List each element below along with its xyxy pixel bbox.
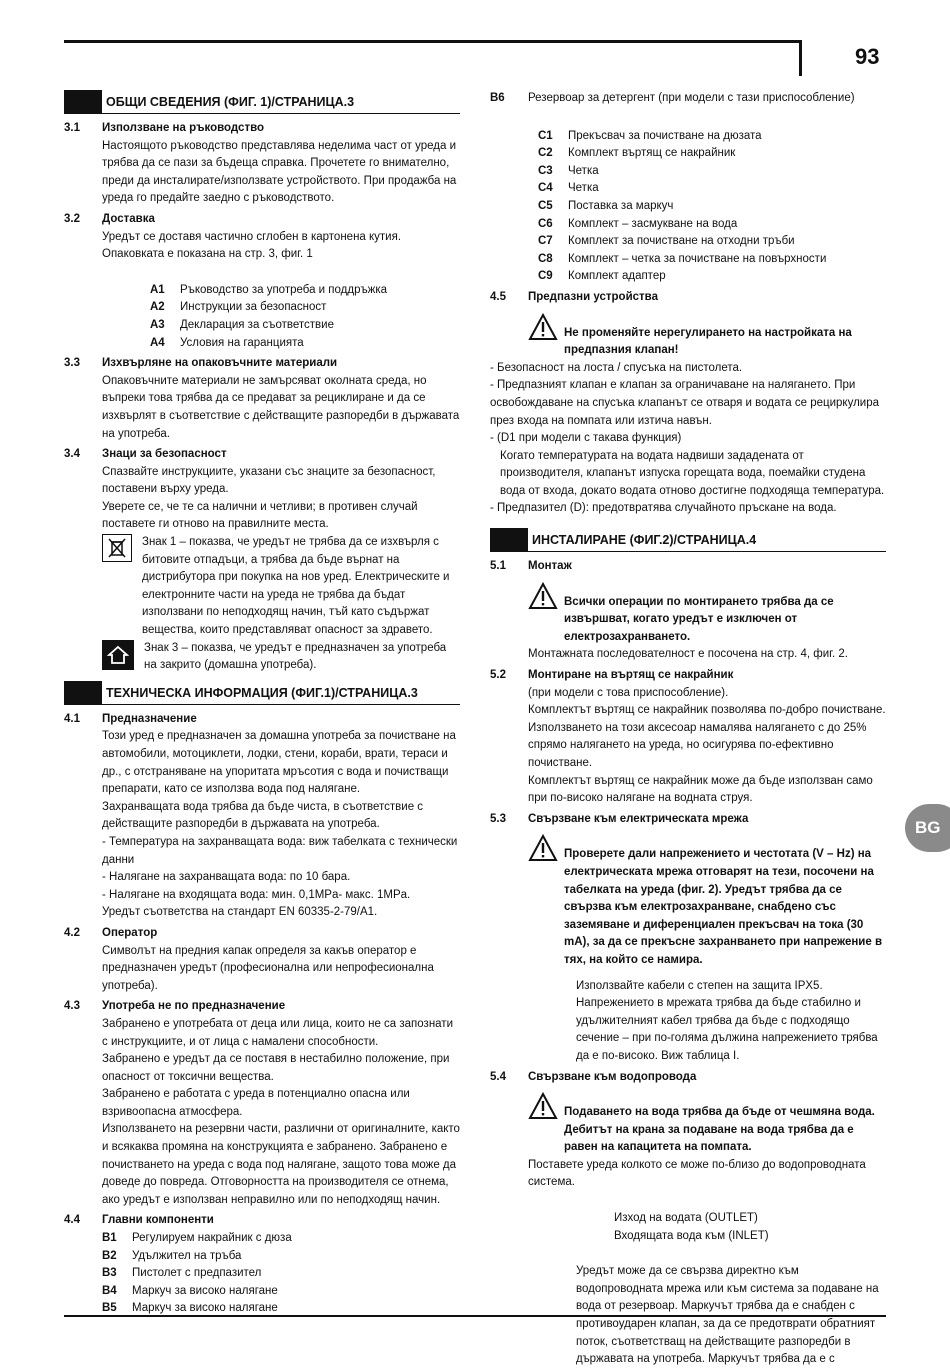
bullet-text: (D1 при модели с такава функция) [497, 432, 682, 445]
list-item: Регулируем накрайник с дюза [132, 1232, 292, 1245]
top-rule [64, 40, 802, 43]
list-item: Декларация за съответствие [180, 318, 334, 331]
section-title: Свързване към електрическата мрежа [528, 812, 749, 825]
heading-block [490, 528, 528, 552]
list-item: Четка [568, 182, 599, 195]
warning-text: Всички операции по монтирането трябва да се извършват, когато уредът е изключен от електрозахранването. [564, 595, 834, 643]
bullet-text: Предпазният клапан е клапан за ограничаване на налягането. При освобождаване на спусъка клапанът се отваря и водата се рециркулира през входа на помпата или изтича навън. [490, 379, 879, 427]
heading-text: ТЕХНИЧЕСКА ИНФОРМАЦИЯ (ФИГ.1)/СТРАНИЦА.3 [102, 681, 460, 705]
paragraph: Опаковъчните материали не замърсяват околната среда, но въпреки това трябва да се предават за рециклиране и да се изхвърлят в съответствие с действащите разпоредби в държавата на употреба. [102, 374, 460, 440]
section-title: Знаци за безопасност [102, 448, 227, 461]
section-title: Предназначение [102, 712, 197, 725]
paragraph: Знак 1 – показва, че уредът не трябва да се изхвърля с битовите отпадъци, а трябва да бъде върнат на дистрибутора при покупка на нов уред. Електрическите и електронните части на уреда не трябва да бъдат използвани по неподходящ начин, тъй като съдържат вещества, които представляват опасност за здравето. [142, 536, 450, 637]
section-3-3 [64, 355, 460, 443]
section-number: 5.1 [490, 560, 506, 573]
section-number: 3.2 [64, 212, 80, 225]
paragraph: Изход на водата (OUTLET) [614, 1212, 758, 1225]
list-code: C6 [538, 217, 553, 230]
paragraph: Монтажната последователност е посочена на стр. 4, фиг. 2. [528, 648, 848, 661]
warning-block [528, 313, 886, 360]
section-heading-technical [64, 681, 460, 705]
bullet-text: Налягане на входящата вода: мин. 0,1MPa- макс. 1MPa. [109, 888, 411, 901]
heading-text: ОБЩИ СВЕДЕНИЯ (ФИГ. 1)/СТРАНИЦА.3 [102, 90, 460, 114]
bullet-text: Температура на захранващата вода: виж табелката с технически данни [102, 835, 458, 866]
bullet-text: Безопасност на лоста / спусъка на пистолета. [497, 361, 743, 374]
warning-block [528, 834, 886, 969]
list-code: C2 [538, 147, 553, 160]
list-code: B2 [102, 1249, 117, 1262]
paragraph: Забранено е употребата от деца или лица, които не са запознати с инструкциите, и от лица с намалени способности. [102, 1017, 454, 1048]
list-code: C9 [538, 270, 553, 283]
section-5-4 [490, 1069, 886, 1369]
paragraph: Захранващата вода трябва да бъде чиста, в съответствие с действащите разпоредби в държавата на употреба. [102, 800, 424, 831]
paragraph: Опаковката е показана на стр. 3, фиг. 1 [102, 248, 313, 261]
section-number: 3.4 [64, 448, 80, 461]
supply-list [102, 282, 460, 352]
list-code: C4 [538, 182, 553, 195]
accessories-list [490, 128, 886, 286]
list-item: Инструкции за безопасност [180, 301, 327, 314]
paragraph: (при модели с това приспособление). [528, 686, 729, 699]
paragraph: Когато температурата на водата надвиши зададената от производителя, клапанът изпуска горещата вода, поемайки студена вода от входа, докато водата отново достигне подходяща температура. [500, 449, 885, 497]
list-code: C3 [538, 164, 553, 177]
bullet: - Налягане на захранващата вода: по 10 бара. [102, 871, 351, 884]
list-item: Четка [568, 164, 599, 177]
heading-block [64, 681, 102, 705]
list-item: Резервоар за детергент (при модели с тази приспособление) [528, 92, 855, 104]
sign-1-row [102, 534, 460, 640]
bullet: - (D1 при модели с такава функция) [490, 432, 682, 445]
list-item: Комплект въртящ се накрайник [568, 147, 736, 160]
paragraph: Спазвайте инструкциите, указани със знаците за безопасност, поставени върху уреда. [102, 465, 436, 496]
warning-icon [528, 1092, 558, 1120]
page-number: 93 [855, 44, 880, 69]
section-number: 4.2 [64, 926, 80, 939]
top-rule-corner [799, 40, 802, 76]
list-code: B6 [490, 92, 505, 104]
list-item: Пистолет с предпазител [132, 1267, 262, 1280]
paragraph: Използвайте кабели с степен на защита IPX5. [576, 979, 823, 992]
list-item: Комплект – засмукване на вода [568, 217, 738, 230]
section-title: Свързване към водопровода [528, 1070, 697, 1083]
list-code: C7 [538, 235, 553, 248]
warning-text: Проверете дали напрежението и честотата (V – Hz) на електрическата мрежа отговарят на тези, посочени на табелката на уреда (фиг. 2). Уредът трябва да се свързва към електрозахранване, снабдено със заземяване и диференциален прекъсвач на тока (30 mA), за да се прекъсне захранването при напрежение в тях, на който се намира. [564, 848, 883, 966]
section-number: 3.3 [64, 357, 80, 370]
bullet: - Безопасност на лоста / спусъка на пистолета. [490, 361, 743, 374]
paragraph: Този уред е предназначен за домашна употреба за почистване на автомобили, мотоциклети, лодки, стени, кораби, врати, тераси и др., с отстраняване на упоритата мръсотия с вода и почистващи препарати, като се използва вода под налягане. [102, 730, 456, 796]
paragraph: Уверете се, че те са налични и четливи; в противен случай поставете ги отново на правилните места. [102, 500, 418, 531]
list-item: Маркуч за високо налягане [132, 1284, 278, 1297]
list-item: Удължител на тръба [132, 1249, 242, 1262]
list-item: Условия на гаранцията [180, 336, 304, 349]
warning-icon [528, 582, 558, 610]
section-title: Предпазни устройства [528, 290, 658, 303]
section-number: 4.4 [64, 1214, 80, 1227]
list-code: A2 [150, 301, 165, 314]
section-number: 4.3 [64, 1000, 80, 1013]
section-heading-installation [490, 528, 886, 552]
section-title: Монтиране на въртящ се накрайник [528, 669, 734, 682]
paragraph: Комплектът въртящ се накрайник позволява по-добро почистване. Използването на този аксесоар намалява налягането с до 25% спрямо налягането на уреда, но осигурява по-ефективно почистване. [528, 704, 886, 769]
section-number: 4.1 [64, 712, 80, 725]
list-code: A3 [150, 318, 165, 331]
bullet: - Предпазител (D): предотвратява случайното пръскане на вода. [490, 502, 837, 515]
section-title: Употреба не по предназначение [102, 1000, 286, 1013]
section-title: Доставка [102, 212, 155, 225]
list-code: B3 [102, 1267, 117, 1280]
section-3-1 [64, 120, 460, 208]
paragraph: Комплектът въртящ се накрайник може да бъде използван само при по-високо налягане на водната струя. [528, 774, 873, 805]
sign-3-row [102, 640, 460, 675]
section-5-2 [490, 667, 886, 808]
warning-text: Подаването на вода трябва да бъде от чешмяна вода. Дебитът на крана за подаване на вода трябва да е равен на капацитета на помпата. [564, 1106, 875, 1154]
list-code: C5 [538, 199, 553, 212]
section-5-1 [490, 558, 886, 664]
bullet-text: Предпазител (D): предотвратява случайното пръскане на вода. [497, 502, 837, 515]
warning-text: Не променяйте нерегулирането на настройката на предпазния клапан! [564, 326, 852, 357]
list-code: A1 [150, 283, 165, 296]
section-5-3 [490, 811, 886, 1066]
paragraph: Използването на резервни части, различни от оригиналните, както и всякаква промяна на конструкцията е забранено. Забранено е почистването на уреда с вода под налягане, защото това може да доведе до повреда. Отговорността на производителя се отнема, ако уредът е използван неправилно или по неподходящ начин. [102, 1123, 460, 1206]
list-code: C1 [538, 129, 553, 142]
bullet: - Предпазният клапан е клапан за ограничаване на налягането. При освобождаване на спусъка клапанът се отваря и водата се рециркулира през входа на помпата или изтича навън. [490, 379, 879, 427]
section-4-4 [64, 1212, 460, 1318]
bullet-text: Налягане на захранващата вода: по 10 бара. [109, 871, 351, 884]
components-list [102, 1230, 460, 1318]
list-code: A4 [150, 336, 165, 349]
list-code: C8 [538, 252, 553, 265]
list-item: Комплект за почистване на отходни тръби [568, 235, 795, 248]
section-4-1 [64, 711, 460, 922]
language-tab: BG [905, 804, 950, 852]
section-number: 5.3 [490, 812, 506, 825]
bullet: - Налягане на входящата вода: мин. 0,1MPa- макс. 1MPa. [102, 888, 411, 901]
warning-block [528, 1092, 886, 1157]
section-4-5 [490, 289, 886, 360]
paragraph: Уредът съответства на стандарт EN 60335-2-79/A1. [102, 906, 378, 919]
list-code: B4 [102, 1284, 117, 1297]
paragraph: Забранено е уредът да се поставя в нестабилно положение, при опасност от токсични вещества. [102, 1053, 450, 1083]
warning-icon [528, 834, 558, 862]
house-icon [102, 640, 134, 670]
heading-block [64, 90, 102, 114]
section-3-2 [64, 211, 460, 352]
section-number: 5.2 [490, 669, 506, 682]
list-code: B5 [102, 1302, 117, 1315]
paragraph: Уредът може да се свързва директно към водопроводната мрежа или към система за подаване на вода от резервоар. Маркучът трябва да е снабден с противоударен клапан, за да се предотврати обратният поток, съответстващ на действащите разпоредби в държавата на употреба. Маркучът трябва да е с [576, 1265, 879, 1366]
section-title: Използване на ръководство [102, 122, 265, 134]
list-item: Комплект – четка за почистване на повърхности [568, 252, 827, 265]
warning-icon [528, 313, 558, 341]
list-item: Маркуч за високо налягане [132, 1302, 278, 1315]
paragraph: Настоящото ръководство представлява неделима част от уреда и трябва да се пази за бъдеща справка. Прочетете го внимателно, преди да инсталирате/използвате устройството. При продажба на уреда го предайте заедно с ръководството. [102, 139, 457, 205]
list-item: Ръководство за употреба и поддръжка [180, 283, 388, 296]
section-3-4 [64, 446, 460, 675]
paragraph: Входящата вода към (INLET) [614, 1229, 769, 1242]
list-item: Комплект адаптер [568, 270, 666, 283]
list-code: B1 [102, 1232, 117, 1245]
paragraph: Знак 3 – показва, че уредът е предназначен за употреба на закрито (домашна употреба). [144, 641, 447, 672]
paragraph: Поставете уреда колкото се може по-близо до водопроводната система. [528, 1158, 866, 1189]
section-number: 3.1 [64, 122, 80, 134]
paragraph: Напрежението в мрежата трябва да бъде стабилно и удължителният кабел трябва да бъде с подходящо сечение – при по-голяма дължина напрежението трябва да е по-високо. Виж таблица I. [576, 997, 878, 1062]
warning-block [528, 582, 886, 647]
section-title: Изхвърляне на опаковъчните материали [102, 357, 338, 370]
right-column [490, 90, 886, 1369]
section-4-3 [64, 998, 460, 1209]
heading-text: ИНСТАЛИРАНЕ (ФИГ.2)/СТРАНИЦА.4 [528, 528, 886, 552]
paragraph: Забранено е работата с уреда в потенциално опасна или взривоопасна атмосфера. [102, 1088, 410, 1118]
crossed-bin-icon [102, 534, 132, 562]
list-item: Прекъсвач за почистване на дюзата [568, 129, 762, 142]
section-number: 4.5 [490, 290, 506, 303]
section-4-2 [64, 925, 460, 995]
left-column [64, 90, 460, 1318]
section-title: Монтаж [528, 560, 572, 573]
section-heading-general [64, 90, 460, 114]
bullet: - Температура на захранващата вода: виж табелката с технически данни [102, 835, 458, 866]
section-number: 5.4 [490, 1070, 506, 1083]
list-item: Поставка за маркуч [568, 199, 674, 212]
b6-row [490, 90, 886, 108]
paragraph: Символът на предния капак определя за какъв оператор е предназначен уредът (професионална или непрофесионална употреба). [102, 944, 434, 992]
section-title: Оператор [102, 926, 158, 939]
paragraph: Уредът се доставя частично сглобен в картонена кутия. [102, 230, 402, 243]
section-title: Главни компоненти [102, 1214, 214, 1227]
